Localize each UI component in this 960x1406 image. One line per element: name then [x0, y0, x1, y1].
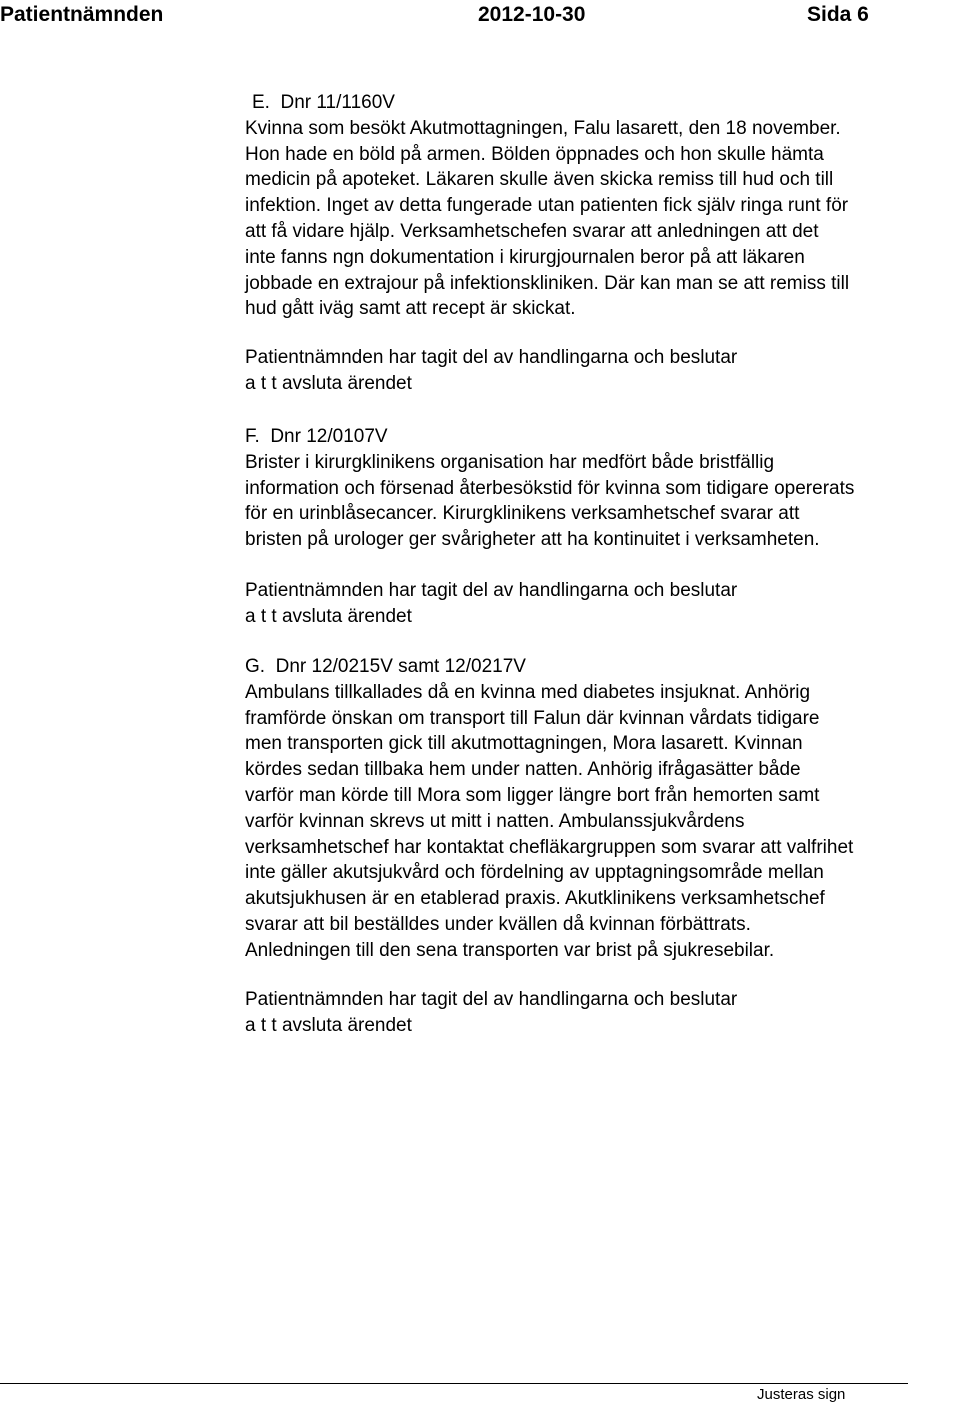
- case-e-line: jobbade en extrajour på infektionskliniken. Där kan man se att remiss till: [245, 272, 850, 294]
- case-g-line: varför man körde till Mora som ligger längre bort från hemorten samt: [245, 784, 820, 806]
- case-e-line: infektion. Inget av detta fungerade utan patienten fick själv ringa runt för: [245, 195, 849, 217]
- case-f-line: Brister i kirurgklinikens organisation har medfört både bristfällig: [245, 451, 775, 473]
- case-e: [245, 90, 960, 322]
- decision-text: Patientnämnden har tagit del av handlingarna och beslutar: [245, 580, 738, 601]
- case-f: [245, 424, 960, 553]
- case-g-line: framförde önskan om transport till Falun där kvinnan vårdats tidigare: [245, 707, 820, 729]
- case-g-line: varför kvinnan skrevs ut mitt i natten. Ambulanssjukvårdens: [245, 810, 745, 832]
- decision-verdict: a t t avsluta ärendet: [245, 1014, 412, 1036]
- case-f-heading: F. Dnr 12/0107V: [245, 426, 388, 447]
- case-e-line: medicin på apoteket. Läkaren skulle även skicka remiss till hud och till: [245, 169, 834, 191]
- case-e-heading: E. Dnr 11/1160V: [252, 92, 395, 113]
- case-g-line: men transporten gick till akutmottagningen, Mora lasarett. Kvinnan: [245, 733, 803, 755]
- case-g-line: inte gäller akutsjukvård och fördelning av upptagningsområde mellan: [245, 862, 824, 884]
- signature-line: [0, 1383, 908, 1384]
- case-g-line: verksamhetschef har kontaktat chefläkargruppen som svarar att valfrihet: [245, 836, 854, 858]
- case-g: [245, 654, 960, 964]
- case-f-decision: [245, 578, 737, 630]
- case-e-line: Kvinna som besökt Akutmottagningen, Falu lasarett, den 18 november.: [245, 117, 841, 139]
- case-e-decision: [245, 345, 737, 397]
- page-header: [0, 2, 960, 32]
- case-f-line: för en urinblåsecancer. Kirurgklinikens verksamhetschef svarar att: [245, 503, 800, 525]
- decision-text: Patientnämnden har tagit del av handlingarna och beslutar: [245, 347, 738, 368]
- case-e-line: inte fanns ngn dokumentation i kirurgjournalen beror på att läkaren: [245, 246, 805, 268]
- case-g-decision: [245, 987, 737, 1039]
- case-g-heading: G. Dnr 12/0215V samt 12/0217V: [245, 656, 526, 677]
- case-g-line: Ambulans tillkallades då en kvinna med diabetes insjuknat. Anhörig: [245, 681, 811, 703]
- case-g-line: Anledningen till den sena transporten var brist på sjukresebilar.: [245, 939, 775, 961]
- header-page-number: Sida 6: [807, 3, 869, 26]
- header-title: Patientnämnden: [0, 3, 164, 26]
- case-f-line: information och försenad återbesökstid för kvinna som tidigare opererats: [245, 477, 855, 499]
- decision-text: Patientnämnden har tagit del av handlingarna och beslutar: [245, 989, 738, 1010]
- signature-label: Justeras sign: [757, 1386, 846, 1403]
- case-e-line: hud gått iväg samt att recept är skickat.: [245, 298, 576, 320]
- case-f-line: bristen på urologer ger svårigheter att ha kontinuitet i verksamheten.: [245, 529, 820, 551]
- case-e-line: Hon hade en böld på armen. Bölden öppnades och hon skulle hämta: [245, 143, 824, 165]
- case-g-line: kördes sedan tillbaka hem under natten. Anhörig ifrågasätter både: [245, 759, 801, 781]
- case-g-line: svarar att bil beställdes under kvällen då kvinnan förbättrats.: [245, 913, 751, 935]
- case-e-line: att få vidare hjälp. Verksamhetschefen svarar att anledningen att det: [245, 220, 819, 242]
- decision-verdict: a t t avsluta ärendet: [245, 372, 412, 394]
- case-g-line: akutsjukhusen är en etablerad praxis. Akutklinikens verksamhetschef: [245, 888, 825, 910]
- header-date: 2012-10-30: [478, 3, 586, 26]
- decision-verdict: a t t avsluta ärendet: [245, 605, 412, 627]
